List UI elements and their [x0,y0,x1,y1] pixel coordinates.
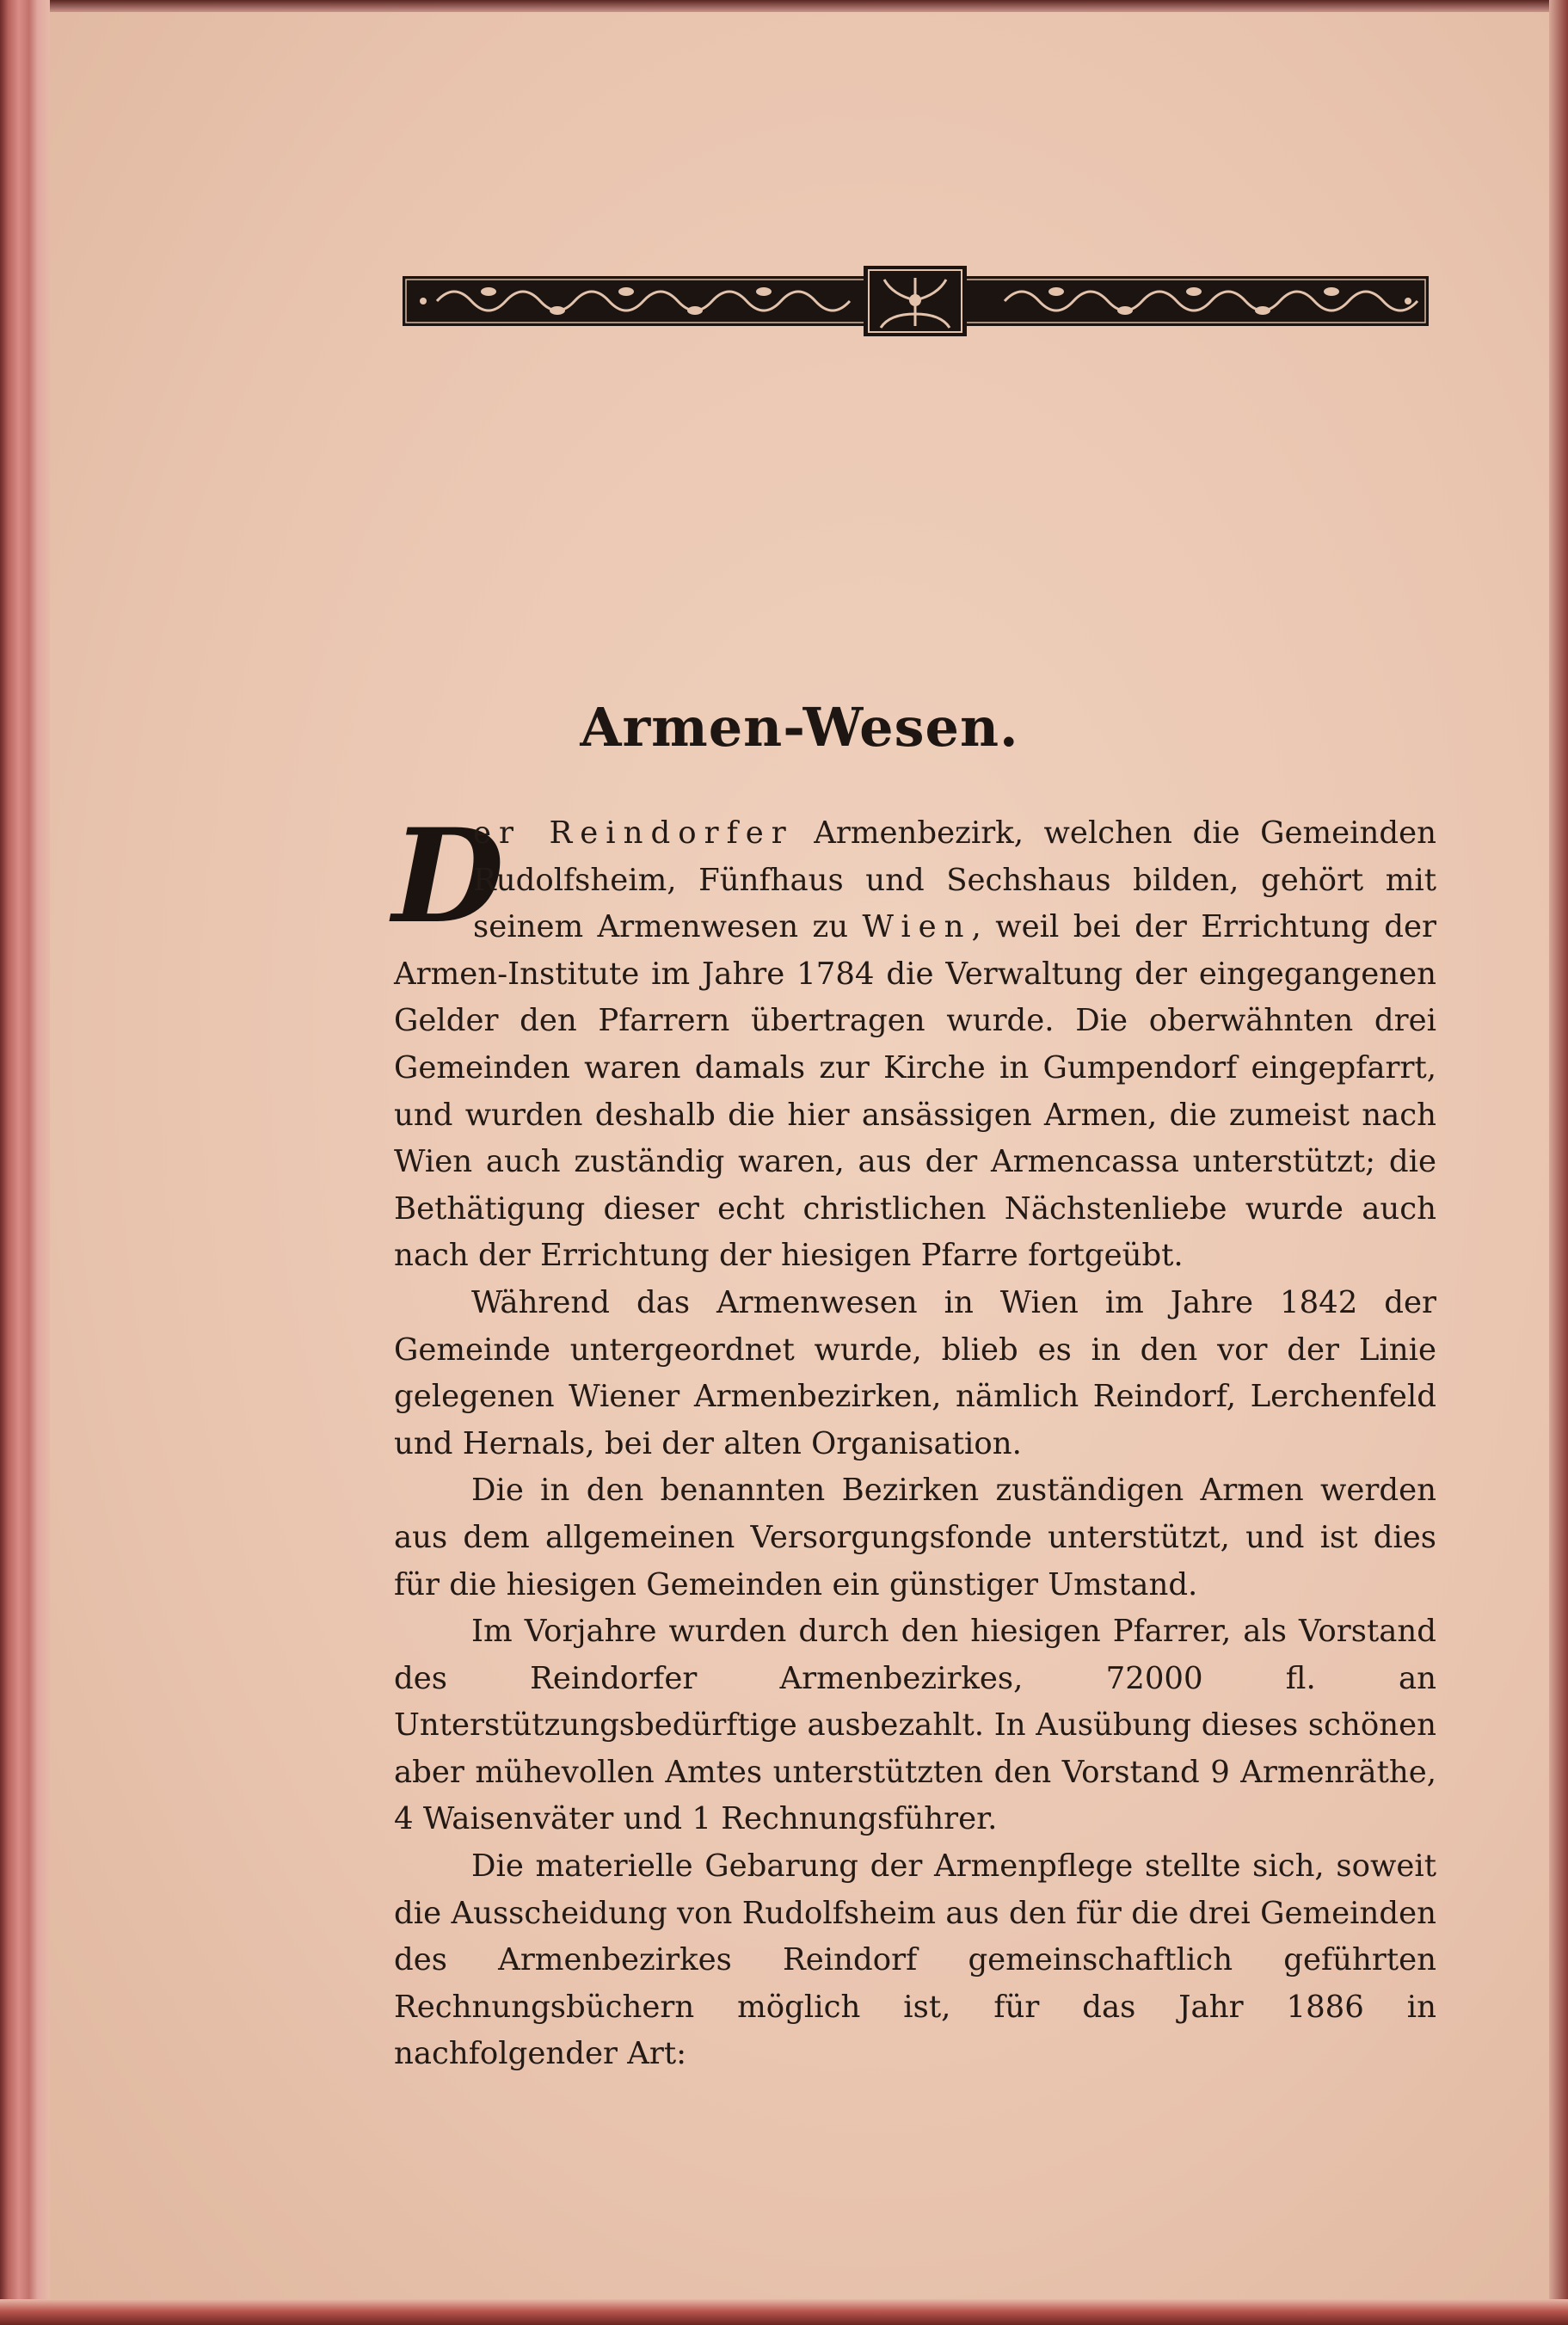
paragraph-1-text-b: , weil bei der Errichtung der Armen-Institute im Jahre 1784 die Verwaltung der eingegangenen Gelder den Pfarrern übertragen wurde. Die oberwähnten drei Gemeinden waren damals zur Kirche in Gumpendorf eingepfarrt, und wurden deshalb die hier ansässigen Armen, die zumeist nach Wien auch zuständig waren, aus der Armencassa unterstützt; die Bethätigung dieser echt christlichen Nächstenliebe wurde auch nach der Errichtung der hiesigen Pfarre fortgeübt. [394,909,1436,1274]
page-edge-bottom [0,2299,1568,2325]
drop-cap: D [392,801,505,952]
page-title: Armen-Wesen. [580,696,1019,759]
floral-headpiece-ornament-icon [403,266,1429,336]
book-page [50,12,1549,2299]
spaced-lead: er Reindorfer [473,815,794,851]
paragraph-5: Die materielle Gebarung der Armenpflege stellte sich, soweit die Ausscheidung von Rudolfsheim aus den für die drei Gemeinden des Armenbezirkes Reindorf gemeinschaftlich geführten Rechnungsbüchern möglich ist, für das Jahr 1886 in nachfolgender Art: [394,1848,1436,2072]
page-edge-right [1549,0,1568,2325]
paragraph-1-text-a: Armenbezirk, welchen die Gemeinden Rudolfsheim, Fünfhaus und Sechshaus bilden, gehört mit seinem Armenwesen zu [473,815,1436,945]
paragraph-1 [392,801,1436,1280]
paragraph-2: Während das Armenwesen in Wien im Jahre 1842 der Gemeinde untergeordnet wurde, blieb es in den vor der Linie gelegenen Wiener Armenbezirken, nämlich Reindorf, Lerchenfeld und Hernals, bei der alten Organisation. [394,1284,1436,1461]
page-edge-top [34,0,1568,12]
paragraph-3: Die in den benannten Bezirken zuständigen Armen werden aus dem allgemeinen Versorgungsfonde unterstützt, und ist dies für die hiesigen Gemeinden ein günstiger Umstand. [394,1473,1436,1602]
body-text [392,801,1436,2078]
paragraph-4: Im Vorjahre wurden durch den hiesigen Pfarrer, als Vorstand des Reindorfer Armenbezirkes, 72000 fl. an Unterstützungsbedürftige ausbezahlt. In Ausübung dieses schönen aber mühevollen Amtes unterstützten den Vorstand 9 Armenräthe, 4 Waisenväter und 1 Rechnungsführer. [394,1614,1436,1837]
spaced-word-wien: Wien [862,909,972,945]
page-edge-left [0,0,50,2325]
